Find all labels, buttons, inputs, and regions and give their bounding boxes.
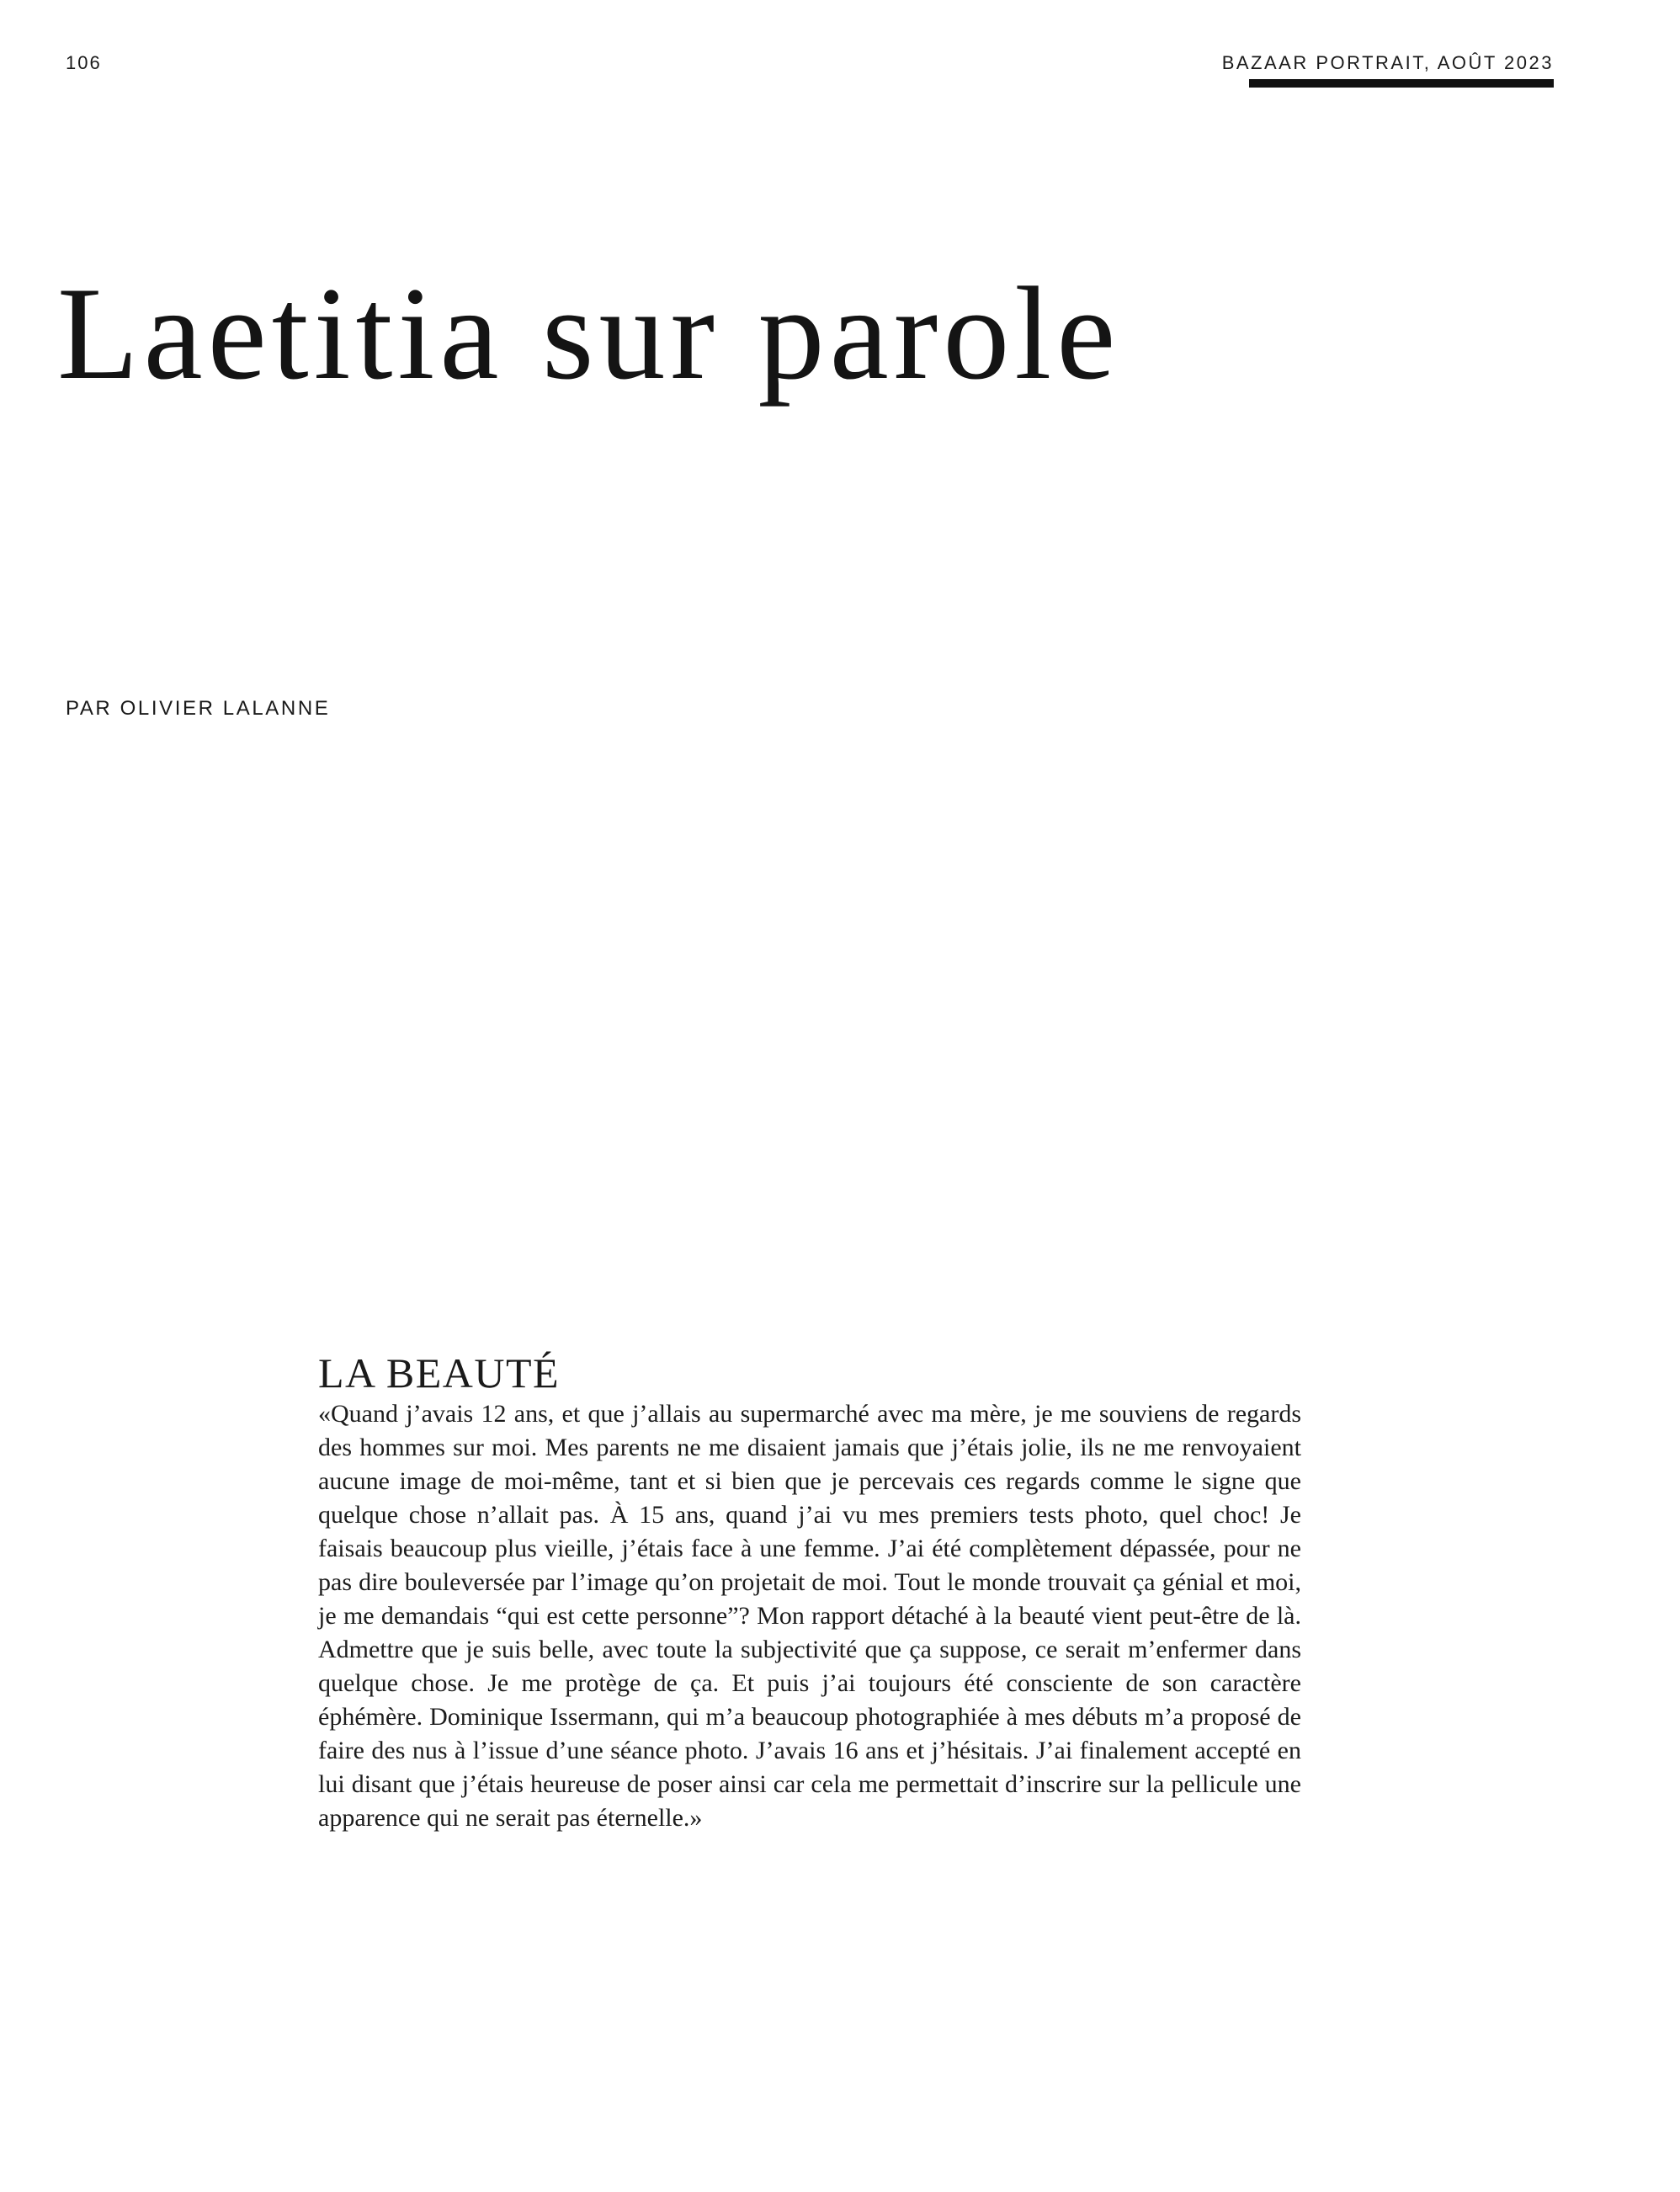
- section-heading: LA BEAUTÉ: [318, 1349, 561, 1397]
- article-title: Laetitia sur parole: [57, 260, 1121, 407]
- running-header: BAZAAR PORTRAIT, AOÛT 2023: [1221, 52, 1554, 73]
- page-number: 106: [66, 52, 102, 73]
- section-body: «Quand j’avais 12 ans, et que j’allais au supermarché avec ma mère, je me souviens de regards des hommes sur moi. Mes parents ne me disaient jamais que j’étais jolie, ils ne me renvoyaient aucune image de moi-même, tant et si bien que je percevais ces regards comme le signe que quelque chose n’allait pas. À 15 ans, quand j’ai vu mes premiers tests photo, quel choc! Je faisais beaucoup plus vieille, j’étais face à une femme. J’ai été complètement dépassée, pour ne pas dire bouleversée par l’image qu’on projetait de moi. Tout le monde trouvait ça génial et moi, je me demandais “qui est cette personne”? Mon rapport détaché à la beauté vient peut-être de là. Admettre que je suis belle, avec toute la subjectivité que ça suppose, ce serait m’enfermer dans quelque chose. Je me protège de ça. Et puis j’ai toujours été consciente de son caractère éphémère. Dominique Issermann, qui m’a beaucoup photographiée à mes débuts m’a proposé de faire des nus à l’issue d’une séance photo. J’avais 16 ans et j’hésitais. J’ai finalement accepté en lui disant que j’étais heureuse de poser ainsi car cela me permettait d’inscrire sur la pellicule une apparence qui ne serait pas éternelle.»: [318, 1400, 1301, 1832]
- header-rule: [1249, 79, 1554, 88]
- byline: PAR OLIVIER LALANNE: [66, 697, 331, 720]
- article-section: [318, 1349, 1301, 1835]
